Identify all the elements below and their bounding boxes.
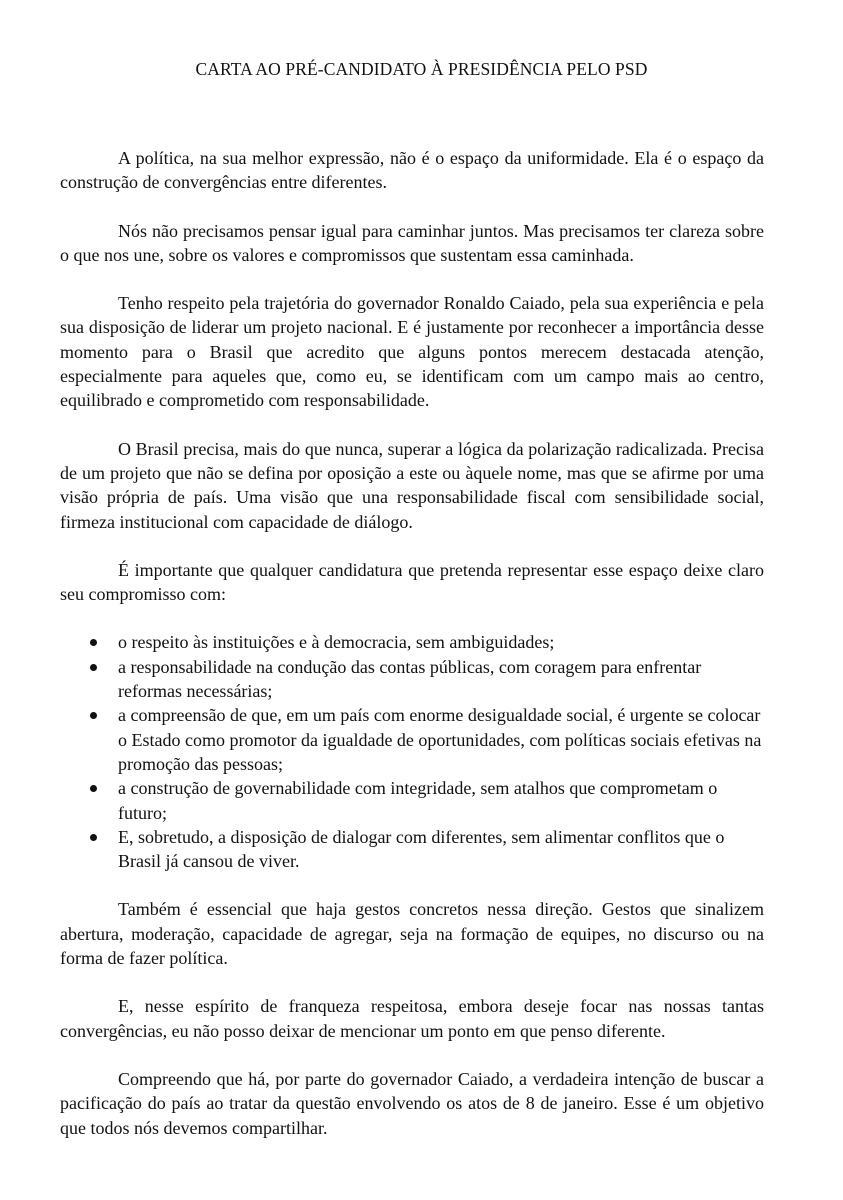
- list-item-text: o respeito às instituições e à democracia, sem ambiguidades;: [118, 632, 555, 653]
- bullet-icon: [90, 664, 97, 671]
- commitments-list: [60, 630, 764, 873]
- paragraph: Tenho respeito pela trajetória do governador Ronaldo Caiado, pela sua experiência e pela sua disposição de liderar um projeto nacional. E é justamente por reconhecer a importância desse momento para o Brasil que acredito que alguns pontos merecem destacada atenção, especialmente para aqueles que, como eu, se identificam com um campo mais ao centro, equilibrado e comprometido com responsabilidade.: [60, 293, 764, 411]
- paragraph: O Brasil precisa, mais do que nunca, superar a lógica da polarização radicalizada. Precisa de um projeto que não se defina por oposição a este ou àquele nome, mas que se afirme por uma visão própria de país. Uma visão que una responsabilidade fiscal com sensibilidade social, firmeza institucional com capacidade de diálogo.: [60, 438, 764, 532]
- bullet-icon: [90, 712, 97, 719]
- bullet-icon: [90, 834, 97, 841]
- bullet-icon: [90, 785, 97, 792]
- list-item-text: a responsabilidade na condução das contas públicas, com coragem para enfrentar reformas necessárias;: [118, 656, 702, 702]
- list-item-text: E, sobretudo, a disposição de dialogar com diferentes, sem alimentar conflitos que o Brasil já cansou de viver.: [118, 826, 725, 872]
- letter-body: [60, 146, 764, 1164]
- paragraph: Também é essencial que haja gestos concretos nessa direção. Gestos que sinalizem abertura, moderação, capacidade de agregar, seja na formação de equipes, no discurso ou na forma de fazer política.: [60, 899, 764, 969]
- list-item: [60, 655, 764, 704]
- paragraph: Nós não precisamos pensar igual para caminhar juntos. Mas precisamos ter clareza sobre o que nos une, sobre os valores e compromissos que sustentam essa caminhada.: [60, 220, 764, 265]
- list-item: [60, 776, 764, 825]
- list-item: [60, 703, 764, 776]
- paragraph: E, nesse espírito de franqueza respeitosa, embora deseje focar nas nossas tantas convergências, eu não posso deixar de mencionar um ponto em que penso diferente.: [60, 996, 764, 1041]
- paragraph: A política, na sua melhor expressão, não é o espaço da uniformidade. Ela é o espaço da construção de convergências entre diferentes.: [60, 148, 764, 193]
- list-item-text: a construção de governabilidade com integridade, sem atalhos que comprometam o futuro;: [118, 778, 718, 823]
- list-item: [60, 630, 764, 654]
- list-item: [60, 825, 764, 874]
- list-item-text: a compreensão de que, em um país com enorme desigualdade social, é urgente se colocar o Estado como promotor da igualdade de oportunidades, com políticas sociais efetivas na promoção das pessoas;: [118, 705, 762, 774]
- paragraph: É importante que qualquer candidatura que pretenda representar esse espaço deixe claro seu compromisso com:: [60, 559, 764, 605]
- bullet-icon: [90, 639, 97, 646]
- paragraph: Compreendo que há, por parte do governador Caiado, a verdadeira intenção de buscar a pacificação do país ao tratar da questão envolvendo os atos de 8 de janeiro. Esse é um objetivo que todos nós devemos compartilhar.: [60, 1068, 764, 1138]
- letter-title: CARTA AO PRÉ-CANDIDATO À PRESIDÊNCIA PELO PSD: [195, 59, 648, 79]
